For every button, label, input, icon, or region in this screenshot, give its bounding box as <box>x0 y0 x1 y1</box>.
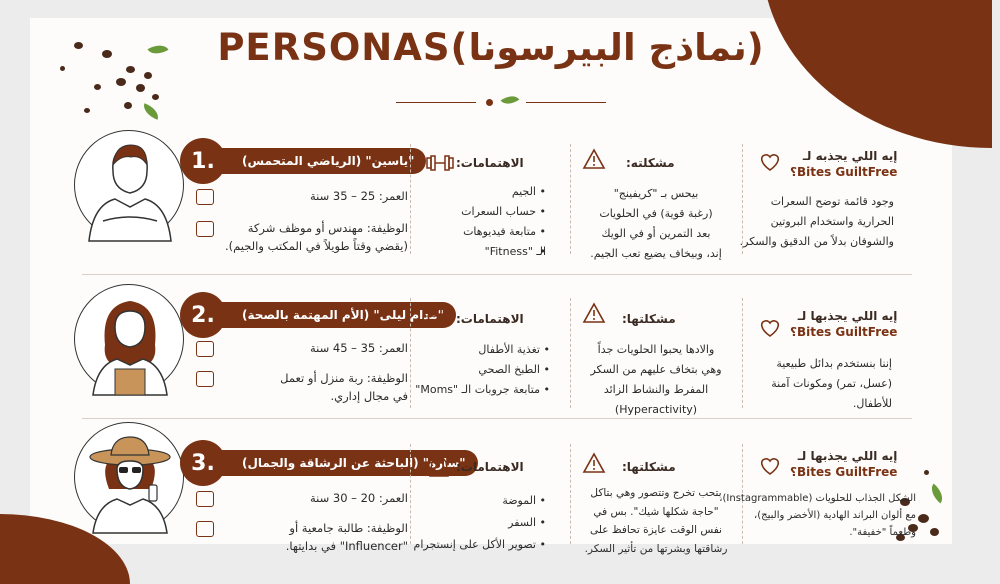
briefcase-icon <box>196 221 214 237</box>
avatar <box>74 284 184 394</box>
list-item: • متابعة جروبات الـ "Moms" <box>424 380 550 400</box>
row-divider <box>82 274 912 275</box>
list-item: • الـ "Fitness" <box>426 242 546 262</box>
problem-text: والادها يحبوا الحلويات جداً وهي بتخاف عليهم من السكر المفرط والنشاط الزائد (Hyperactivity) <box>590 343 722 416</box>
attraction-title: إيه اللي يجذبه لـ Bites GuiltFree؟ <box>790 149 898 179</box>
interests-title: الاهتمامات: <box>456 460 524 474</box>
interests-list <box>415 340 550 400</box>
avatar <box>74 130 184 240</box>
calendar-icon <box>196 341 214 357</box>
list-item: • متابعة فيديوهات <box>426 222 546 242</box>
problem-title: مشكلته: <box>626 156 675 170</box>
job-text-line-1: الوظيفة: طالبة جامعية أو <box>289 521 408 535</box>
list-item: • الموضة <box>414 490 546 512</box>
list-item: • تغذية الأطفال <box>424 340 550 360</box>
persona-name: "مدام ليلى" (الأم المهتمة بالصحة) <box>220 302 456 328</box>
title-ornament <box>396 102 586 104</box>
persona-info <box>198 340 408 410</box>
list-item: • السفر <box>414 512 546 534</box>
list-item: • الطبخ الصحي <box>424 360 550 380</box>
persona-row-1 <box>30 126 952 268</box>
calendar-icon <box>196 189 214 205</box>
persona-row-3 <box>30 418 952 560</box>
attraction-text: وجود قائمة توضح السعرات الحرارية واستخدام البروتين والشوفان بدلاً من الدقيق والسكر. <box>739 195 894 248</box>
list-item: • الجيم <box>426 182 546 202</box>
age-text: العمر: 25 – 35 سنة <box>309 189 408 203</box>
interests-title: الاهتمامات: <box>456 312 524 326</box>
problem-title: مشكلتها: <box>622 312 676 326</box>
list-item: • حساب السعرات <box>426 202 546 222</box>
warning-icon <box>582 302 606 324</box>
heart-icon <box>758 318 782 338</box>
persona-info <box>198 188 408 260</box>
attraction-text: الشكل الجذاب للحلويات (Instagrammable)، مع ألوان البراند الهادية (الأخضر والبيج)، وطعماً "خفيفة". <box>719 493 916 538</box>
interests-list <box>414 490 546 556</box>
persona-name: "ياسين" (الرياضي المتحمس) <box>220 148 426 174</box>
interests-title: الاهتمامات: <box>456 156 524 170</box>
problem-text: بتحب تخرج وتتصور وهي بتاكل "حاجة شكلها شيك". بس في نفس الوقت عايزة تحافظ على رشاقتها وبشرتها من تأثير السكر. <box>584 487 728 555</box>
list-item: • تصوير الأكل على إنستجرام <box>414 534 546 556</box>
age-text: العمر: 35 – 45 سنة <box>309 341 408 355</box>
warning-icon <box>582 452 606 474</box>
attraction-text: إننا بنستخدم بدائل طبيعية (عسل، تمر) ومكونات آمنة للأطفال. <box>771 357 892 410</box>
briefcase-icon <box>196 371 214 387</box>
job-text-line-1: الوظيفة: مهندس أو موظف شركة <box>247 221 408 235</box>
dumbbell-icon <box>426 154 454 172</box>
problem-title: مشكلتها: <box>622 460 676 474</box>
calendar-icon <box>196 491 214 507</box>
attraction-title: إيه اللي يجذبها لـ Bites GuiltFree؟ <box>790 309 898 339</box>
persona-sheet <box>30 18 952 555</box>
bowl-icon <box>426 308 452 328</box>
avatar <box>74 422 184 532</box>
persona-number-badge: 3. <box>180 440 226 486</box>
job-text-line-2: (يقضي وقتاً طويلاً في المكتب والجيم). <box>224 239 408 253</box>
age-text: العمر: 20 – 30 سنة <box>309 491 408 505</box>
briefcase-icon <box>196 521 214 537</box>
job-text-line-2: "Influencer" في بدايتها. <box>285 539 408 553</box>
heart-icon <box>758 456 782 476</box>
warning-icon <box>582 148 606 170</box>
job-text-line-1: الوظيفة: ربة منزل أو تعمل <box>280 371 408 385</box>
heart-icon <box>758 152 782 172</box>
problem-text: بيحس بـ "كريفينج" (رغبة قوية) في الحلويات بعد التمرين أو في الويك إند، وبيخاف يضيع تعب الجيم. <box>590 187 722 260</box>
dress-icon <box>428 450 450 478</box>
interests-list <box>426 182 546 262</box>
persona-name: "سارة" (الباحثة عن الرشاقة والجمال) <box>220 450 478 476</box>
attraction-title: إيه اللي يجذبها لـ Bites GuiltFree؟ <box>790 449 898 479</box>
persona-row-2 <box>30 282 952 424</box>
page-title: PERSONAS(نماذج البيرسونا) <box>217 26 765 69</box>
persona-number-badge: 2. <box>180 292 226 338</box>
job-text-line-2: في مجال إداري. <box>330 389 408 403</box>
persona-info <box>198 490 408 560</box>
persona-number-badge: 1. <box>180 138 226 184</box>
